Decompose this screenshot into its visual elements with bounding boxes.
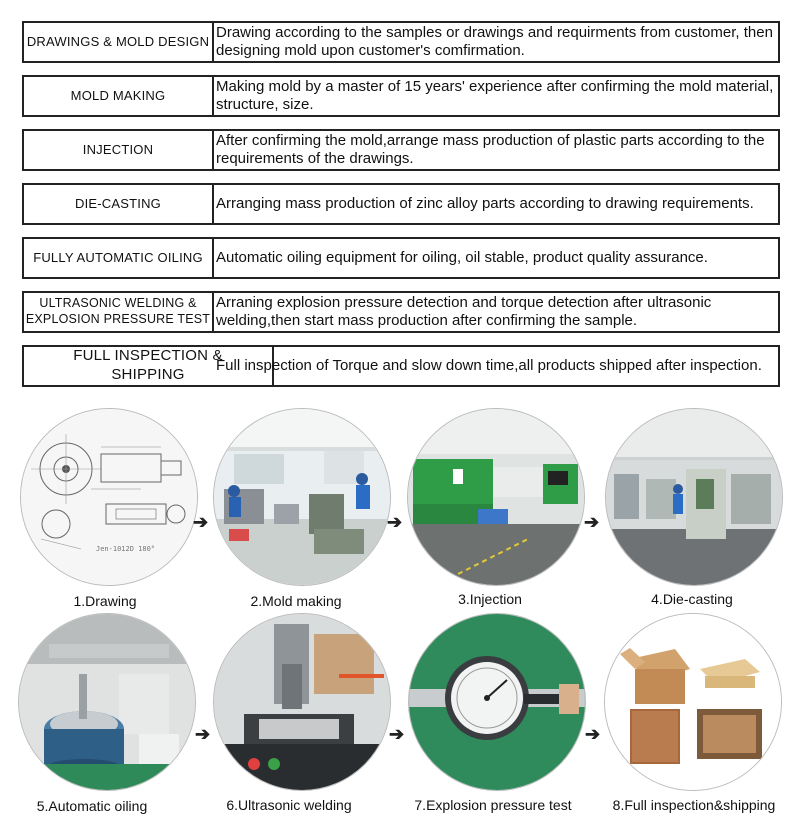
step-caption: 8.Full inspection&shipping (612, 797, 776, 813)
die-casting-photo (605, 408, 783, 586)
arrow-right-icon: ➔ (585, 724, 601, 744)
arrow-right-icon: ➔ (389, 724, 405, 744)
injection-photo (407, 408, 585, 586)
oiling-machine-illustration (19, 614, 195, 790)
arrow-right-icon: ➔ (195, 724, 211, 744)
row-description: After confirming the mold,arrange mass production of plastic parts according to the requirements of the drawings. (216, 132, 765, 167)
table-row (22, 237, 780, 279)
injection-machines-illustration (408, 409, 584, 585)
ultrasonic-welding-photo (213, 613, 391, 791)
table-row (22, 75, 780, 117)
welding-machine-illustration (214, 614, 390, 790)
step-caption: 4.Die-casting (651, 591, 733, 607)
arrow-right-icon: ➔ (387, 512, 403, 532)
step-mold-making (213, 408, 393, 588)
shipping-photo (604, 613, 782, 791)
step-ultrasonic-welding (213, 613, 393, 793)
row-label: FULLY AUTOMATIC OILING (24, 239, 214, 277)
row-description: Full inspection of Torque and slow down time,all products shipped after inspection. (216, 357, 762, 374)
step-full-inspection-shipping (604, 613, 784, 793)
row-description: Arraning explosion pressure detection and torque detection after ultrasonic welding,then start mass production after confirming the sample. (216, 294, 712, 329)
workshop-illustration (214, 409, 390, 585)
step-die-casting (605, 408, 785, 588)
table-row (22, 129, 780, 171)
automatic-oiling-photo (18, 613, 196, 791)
table-row (22, 291, 780, 333)
arrow-right-icon: ➔ (584, 512, 600, 532)
step-explosion-pressure-test (408, 613, 588, 793)
table-row (22, 345, 780, 387)
arrow-right-icon: ➔ (193, 512, 209, 532)
row-label: MOLD MAKING (24, 77, 214, 115)
row-label: DIE-CASTING (24, 185, 214, 223)
pressure-gauge-photo (408, 613, 586, 791)
row-label: FULL INSPECTION & SHIPPING (24, 347, 274, 385)
step-injection (407, 408, 587, 588)
row-description: Making mold by a master of 15 years' experience after confirming the mold material, structure, size. (216, 78, 774, 113)
row-label: ULTRASONIC WELDING & EXPLOSION PRESSURE TEST (24, 293, 214, 331)
step-caption: 1.Drawing (73, 593, 137, 609)
step-caption: 2.Mold making (250, 593, 342, 609)
row-label: INJECTION (24, 131, 214, 169)
die-casting-machines-illustration (606, 409, 782, 585)
step-caption: 5.Automatic oiling (36, 798, 148, 814)
step-caption: 3.Injection (458, 591, 522, 607)
boxes-and-pallets-illustration (605, 614, 781, 790)
mold-making-photo (213, 408, 391, 586)
row-description: Arranging mass production of zinc alloy parts according to drawing requirements. (216, 195, 754, 212)
step-caption: 7.Explosion pressure test (414, 797, 572, 813)
step-caption: 6.Ultrasonic welding (226, 797, 352, 813)
row-description: Automatic oiling equipment for oiling, oil stable, product quality assurance. (216, 249, 708, 266)
row-description: Drawing according to the samples or drawings and requirments from customer, then designing mold upon customer's comfirmation. (216, 24, 773, 59)
row-label: DRAWINGS & MOLD DESIGN (24, 23, 214, 61)
technical-drawing-illustration (21, 409, 197, 585)
table-row (22, 183, 780, 225)
table-row (22, 21, 780, 63)
drawing-photo (20, 408, 198, 586)
step-automatic-oiling (18, 613, 198, 793)
pressure-gauge-illustration (409, 614, 585, 790)
drawing-annotation: Jen-1012D 180° (96, 545, 156, 553)
step-drawing (20, 408, 200, 588)
